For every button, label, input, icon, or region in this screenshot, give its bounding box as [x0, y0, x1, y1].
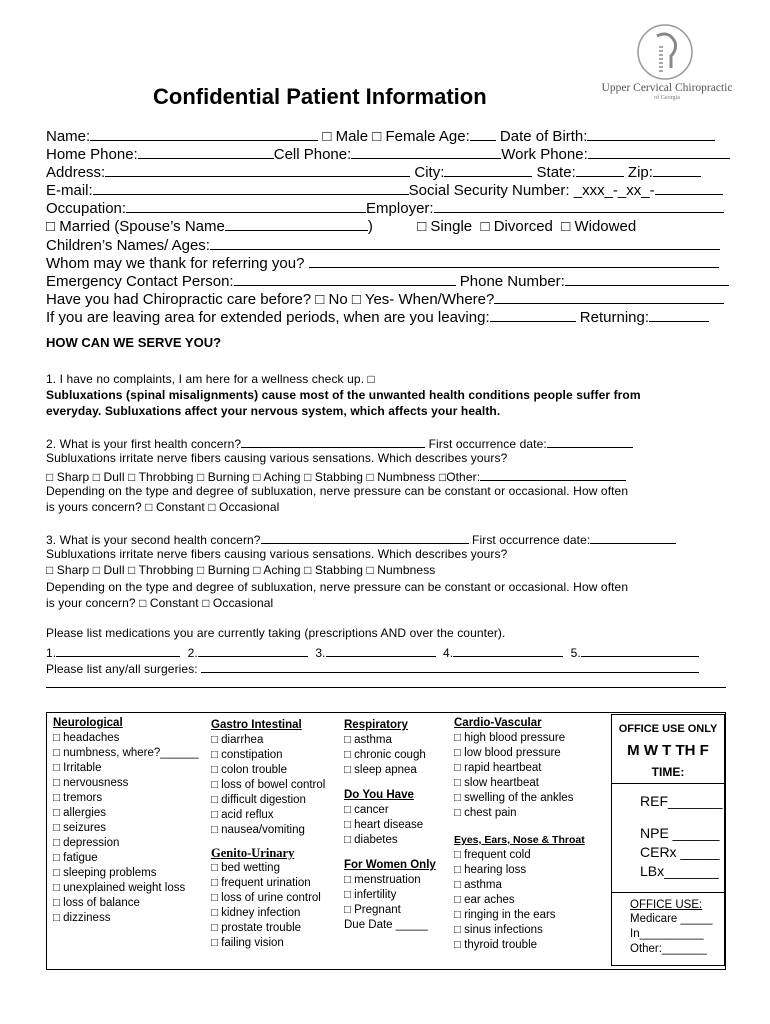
gastro-item[interactable]: □ colon trouble: [211, 764, 287, 776]
office-other[interactable]: Other:_______: [630, 943, 707, 955]
q3-first-occ: First occurrence date:: [472, 533, 591, 547]
name-row: [46, 127, 715, 146]
office-time[interactable]: TIME:: [651, 765, 685, 779]
q1-bold-line-2: everyday. Subluxations affect your nervous system, which affects your health.: [46, 404, 501, 418]
med-5-field[interactable]: [581, 643, 699, 657]
med-2-label: 2.: [187, 646, 198, 660]
office-medicare[interactable]: Medicare _____: [630, 913, 713, 925]
city-label: City:: [414, 164, 445, 181]
q2-options-row: [46, 467, 626, 485]
genito-item[interactable]: □ failing vision: [211, 937, 284, 949]
q3-irritate: Subluxations irritate nerve fibers causing various sensations. Which describes yours?: [46, 547, 508, 561]
resp-item[interactable]: □ chronic cough: [344, 749, 426, 761]
due-date-field[interactable]: Due Date _____: [344, 919, 428, 931]
q2-text: 2. What is your first health concern?: [46, 437, 242, 451]
surgeries-label: Please list any/all surgeries:: [46, 662, 198, 676]
genito-item[interactable]: □ frequent urination: [211, 877, 311, 889]
resp-item[interactable]: □ asthma: [344, 734, 392, 746]
q2-options[interactable]: □ Sharp □ Dull □ Throbbing □ Burning □ Aching □ Stabbing □ Numbness □Other:: [46, 470, 481, 484]
q2-depending: Depending on the type and degree of subluxation, nerve pressure can be constant or occasional. How often: [46, 484, 629, 498]
divorced-checkbox[interactable]: □ Divorced: [480, 218, 553, 235]
q3-concern[interactable]: is your concern? □ Constant □ Occasional: [46, 596, 274, 610]
leaving-field[interactable]: [490, 308, 576, 322]
neuro-item[interactable]: □ loss of balance: [53, 897, 140, 909]
state-label: State:: [536, 164, 576, 181]
genito-item[interactable]: □ loss of urine control: [211, 892, 321, 904]
neuro-column: [53, 716, 199, 926]
cardio-item[interactable]: □ low blood pressure: [454, 747, 561, 759]
q3-depending: Depending on the type and degree of subluxation, nerve pressure can be constant or occasional. How often: [46, 580, 629, 594]
zip-field[interactable]: [653, 163, 701, 177]
gastro-title: Gastro Intestinal: [211, 719, 302, 731]
chiro-row: [46, 290, 724, 309]
q2-concern-field[interactable]: [241, 434, 425, 448]
q3-concern-field[interactable]: [261, 530, 469, 544]
ent-item[interactable]: □ ear aches: [454, 894, 515, 906]
med-5-label: 5.: [570, 646, 581, 660]
chiro-before-label: Have you had Chiropractic care before? □ No □ Yes- When/Where?: [46, 291, 495, 308]
neuro-item[interactable]: □ numbness, where?______: [53, 747, 199, 759]
q1-bold-line-1: Subluxations (spinal misalignments) cause most of the unwanted health conditions people suffer from: [46, 388, 641, 402]
ent-item[interactable]: □ thyroid trouble: [454, 939, 538, 951]
office-use-title: OFFICE USE ONLY: [618, 723, 718, 735]
gastro-item[interactable]: □ acid reflux: [211, 809, 274, 821]
ssn-label: Social Security Number: _xxx_-_xx_-: [408, 182, 655, 199]
city-field[interactable]: [444, 163, 532, 177]
gastro-column: [211, 718, 325, 951]
spine-logo-icon: [635, 22, 695, 82]
office-use-label: OFFICE USE:: [630, 899, 703, 911]
q3-row: [46, 530, 676, 548]
neuro-item[interactable]: □ depression: [53, 837, 120, 849]
cell-phone-label: Cell Phone:: [273, 146, 352, 163]
resp-column: [344, 718, 436, 933]
chiro-before-field[interactable]: [494, 290, 724, 304]
email-field[interactable]: [93, 181, 409, 195]
state-field[interactable]: [576, 163, 624, 177]
gastro-item[interactable]: □ diarrhea: [211, 734, 264, 746]
serve-heading: HOW CAN WE SERVE YOU?: [46, 335, 222, 350]
children-label: Children’s Names/ Ages:: [46, 237, 210, 254]
cardio-item[interactable]: □ chest pain: [454, 807, 517, 819]
med-1-field[interactable]: [56, 643, 180, 657]
resp-title: Respiratory: [344, 719, 408, 731]
gastro-item[interactable]: □ nausea/vomiting: [211, 824, 305, 836]
children-row: [46, 236, 720, 255]
dyh-item[interactable]: □ cancer: [344, 804, 389, 816]
single-checkbox[interactable]: □ Single: [417, 218, 473, 235]
gastro-item[interactable]: □ loss of bowel control: [211, 779, 326, 791]
children-field[interactable]: [210, 236, 720, 250]
gastro-item[interactable]: □ difficult digestion: [211, 794, 306, 806]
ent-title: Eyes, Ears, Nose & Throat: [454, 834, 585, 846]
ent-item[interactable]: □ ringing in the ears: [454, 909, 556, 921]
ent-item[interactable]: □ asthma: [454, 879, 502, 891]
women-item[interactable]: □ infertility: [344, 889, 397, 901]
q3-options[interactable]: □ Sharp □ Dull □ Throbbing □ Burning □ Aching □ Stabbing □ Numbness: [46, 563, 436, 577]
q2-date-field[interactable]: [547, 434, 633, 448]
med-2-field[interactable]: [198, 643, 308, 657]
home-phone-label: Home Phone:: [46, 146, 138, 163]
office-in[interactable]: In__________: [630, 928, 704, 940]
address-row: [46, 163, 701, 182]
phone-row: [46, 145, 730, 164]
name-label: Name:: [46, 128, 91, 145]
ent-item[interactable]: □ frequent cold: [454, 849, 531, 861]
genito-item[interactable]: □ kidney infection: [211, 907, 301, 919]
gastro-item[interactable]: □ constipation: [211, 749, 283, 761]
dyh-item[interactable]: □ diabetes: [344, 834, 398, 846]
occupation-label: Occupation:: [46, 200, 127, 217]
genito-item[interactable]: □ bed wetting: [211, 862, 280, 874]
cardio-title: Cardio-Vascular: [454, 717, 542, 729]
referral-row: [46, 254, 719, 273]
women-item[interactable]: □ menstruation: [344, 874, 421, 886]
dob-field[interactable]: [587, 127, 715, 141]
neuro-item[interactable]: □ seizures: [53, 822, 106, 834]
age-field[interactable]: [470, 127, 496, 141]
address-field[interactable]: [105, 163, 410, 177]
page-title: Confidential Patient Information: [153, 84, 487, 109]
email-row: [46, 181, 723, 200]
med-3-field[interactable]: [326, 643, 436, 657]
q2-concern[interactable]: is yours concern? □ Constant □ Occasional: [46, 500, 280, 514]
surgeries-line-2[interactable]: [46, 687, 726, 688]
q2-first-occ: First occurrence date:: [428, 437, 547, 451]
close-paren: ): [367, 218, 373, 235]
phone-number-label: Phone Number:: [459, 273, 565, 290]
q3-text: 3. What is your second health concern?: [46, 533, 261, 547]
genito-item[interactable]: □ prostate trouble: [211, 922, 302, 934]
genito-title: Genito-Urinary: [211, 846, 295, 860]
surgeries-field[interactable]: [201, 659, 699, 673]
office-ref[interactable]: REF_______: [640, 793, 723, 809]
returning-field[interactable]: [649, 308, 709, 322]
logo-sub: of Georgia: [654, 95, 680, 101]
female-checkbox[interactable]: □ Female: [372, 128, 436, 145]
referral-field[interactable]: [309, 254, 719, 268]
married-checkbox[interactable]: □ Married (Spouse’s Name: [46, 218, 225, 235]
women-title: For Women Only: [344, 859, 436, 871]
home-phone-field[interactable]: [138, 145, 274, 159]
resp-item[interactable]: □ sleep apnea: [344, 764, 417, 776]
emergency-field[interactable]: [234, 272, 456, 286]
occupation-row: [46, 199, 724, 218]
cell-phone-field[interactable]: [351, 145, 501, 159]
email-label: E-mail:: [46, 182, 93, 199]
cardio-item[interactable]: □ slow heartbeat: [454, 777, 539, 789]
med-4-field[interactable]: [453, 643, 563, 657]
office-cerx[interactable]: CERx _____: [640, 844, 720, 860]
address-label: Address:: [46, 164, 106, 181]
ent-item[interactable]: □ sinus infections: [454, 924, 543, 936]
phone-number-field[interactable]: [565, 272, 729, 286]
leaving-label: If you are leaving area for extended periods, when are you leaving:: [46, 309, 490, 326]
widowed-checkbox[interactable]: □ Widowed: [561, 218, 637, 235]
emergency-row: [46, 272, 729, 291]
med-1-label: 1.: [46, 646, 57, 660]
q1-text[interactable]: 1. I have no complaints, I am here for a wellness check up. □: [46, 372, 375, 386]
name-field[interactable]: [90, 127, 318, 141]
cardio-item[interactable]: □ rapid heartbeat: [454, 762, 542, 774]
neuro-item[interactable]: □ unexplained weight loss: [53, 882, 186, 894]
spouse-field[interactable]: [225, 217, 368, 231]
neuro-item[interactable]: □ tremors: [53, 792, 103, 804]
zip-label: Zip:: [627, 164, 653, 181]
neuro-item[interactable]: □ nervousness: [53, 777, 129, 789]
neuro-item[interactable]: □ headaches: [53, 732, 120, 744]
med-4-label: 4.: [442, 646, 454, 660]
q2-other-field[interactable]: [480, 467, 626, 481]
office-use-box: [611, 714, 725, 966]
leaving-row: [46, 308, 709, 327]
returning-label: Returning:: [579, 309, 650, 326]
emergency-label: Emergency Contact Person:: [46, 273, 234, 290]
age-label: Age:: [438, 128, 470, 145]
office-lbx[interactable]: LBx_______: [640, 863, 719, 879]
q2-row: [46, 434, 633, 452]
neuro-title: Neurological: [53, 717, 123, 729]
neuro-item[interactable]: □ dizziness: [53, 912, 111, 924]
male-checkbox[interactable]: □ Male: [322, 128, 369, 145]
office-npe[interactable]: NPE ______: [640, 825, 720, 841]
dob-label: Date of Birth:: [499, 128, 588, 145]
employer-label: Employer:: [366, 200, 434, 217]
referral-label: Whom may we thank for referring you?: [46, 255, 305, 272]
q3-date-field[interactable]: [590, 530, 676, 544]
cardio-item[interactable]: □ high blood pressure: [454, 732, 566, 744]
neuro-item[interactable]: □ fatigue: [53, 852, 98, 864]
cardio-column: [454, 716, 585, 953]
dyh-title: Do You Have: [344, 789, 414, 801]
cardio-item[interactable]: □ swelling of the ankles: [454, 792, 574, 804]
occupation-field[interactable]: [126, 199, 366, 213]
clinic-logo: [592, 22, 742, 104]
office-days[interactable]: M W T TH F: [627, 742, 709, 759]
ent-item[interactable]: □ hearing loss: [454, 864, 527, 876]
meds-text: Please list medications you are currently taking (prescriptions AND over the counter).: [46, 626, 506, 640]
med-3-label: 3.: [315, 646, 326, 660]
work-phone-field[interactable]: [588, 145, 730, 159]
dyh-item[interactable]: □ heart disease: [344, 819, 424, 831]
ssn-field[interactable]: [655, 181, 723, 195]
neuro-item[interactable]: □ allergies: [53, 807, 106, 819]
surgeries-row: [46, 659, 699, 677]
employer-field[interactable]: [434, 199, 724, 213]
neuro-item[interactable]: □ Irritable: [53, 762, 102, 774]
logo-name: Upper Cervical Chiropractic: [601, 82, 733, 94]
women-item[interactable]: □ Pregnant: [344, 904, 401, 916]
marital-row: [46, 217, 636, 236]
neuro-item[interactable]: □ sleeping problems: [53, 867, 157, 879]
q2-irritate: Subluxations irritate nerve fibers causing various sensations. Which describes yours?: [46, 451, 508, 465]
work-phone-label: Work Phone:: [501, 146, 588, 163]
